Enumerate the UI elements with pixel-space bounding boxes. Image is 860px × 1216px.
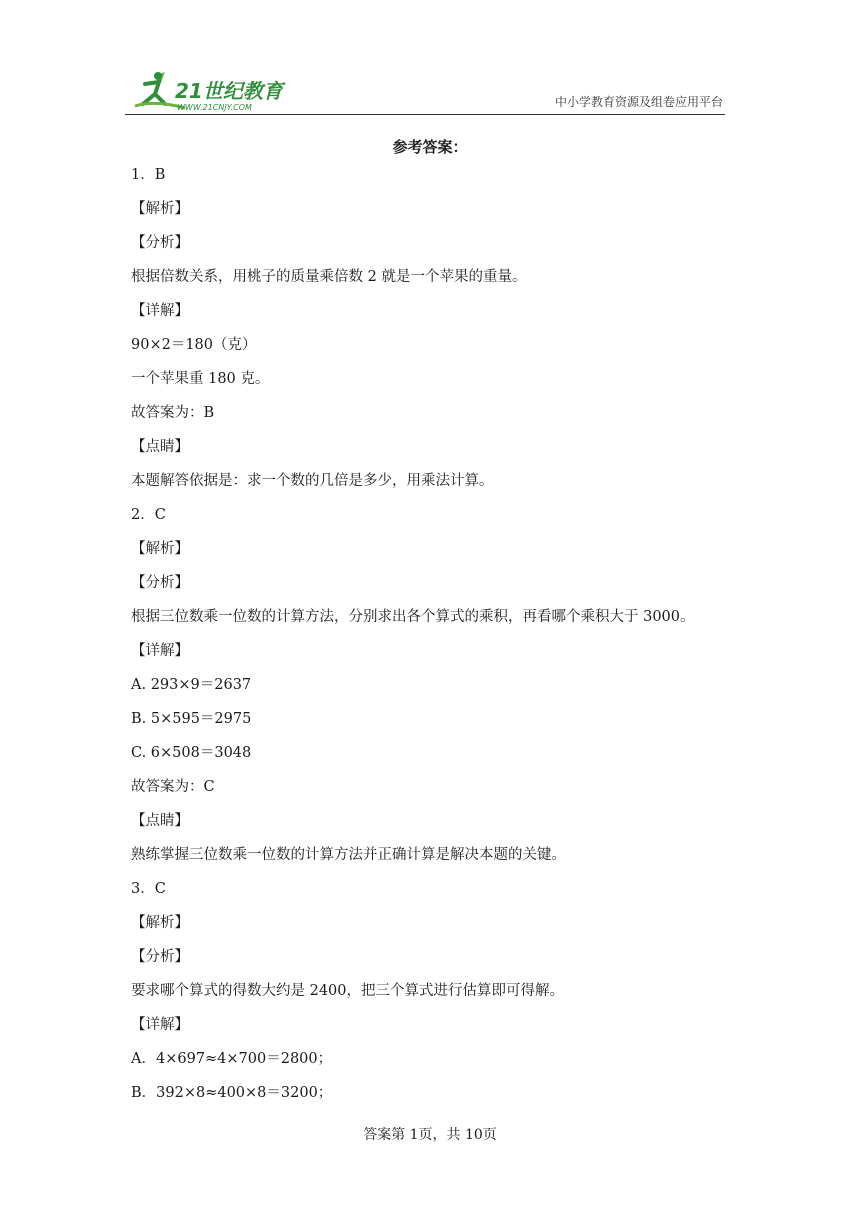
calculation-line: 90×2＝180（克） xyxy=(131,337,257,353)
section-label: 【详解】 xyxy=(131,643,189,659)
logo-text: 21世纪教育 xyxy=(175,79,283,103)
analysis-text: 根据三位数乘一位数的计算方法，分别求出各个算式的乘积，再看哪个乘积大于 3000。 xyxy=(131,609,695,625)
platform-name: 中小学教育资源及组卷应用平台 xyxy=(554,95,723,109)
section-label: 【详解】 xyxy=(131,1017,189,1033)
comment-text: 本题解答依据是：求一个数的几倍是多少，用乘法计算。 xyxy=(131,473,494,489)
section-label: 【解析】 xyxy=(131,915,189,931)
calculation-line: B. 5×595＝2975 xyxy=(131,711,252,727)
calculation-line: A．4×697≈4×700＝2800； xyxy=(131,1051,333,1067)
answer-statement: 故答案为：B xyxy=(131,405,215,421)
answer-number: 2．C xyxy=(131,507,166,523)
logo-url: WWW.21CNJY.COM xyxy=(177,103,252,112)
section-label: 【分析】 xyxy=(131,575,189,591)
calculation-line: C. 6×508＝3048 xyxy=(131,745,252,761)
section-label: 【详解】 xyxy=(131,303,189,319)
comment-text: 熟练掌握三位数乘一位数的计算方法并正确计算是解决本题的关键。 xyxy=(131,847,566,863)
analysis-text: 根据倍数关系，用桃子的质量乘倍数 2 就是一个苹果的重量。 xyxy=(131,269,527,285)
page-title: 参考答案： xyxy=(392,138,468,156)
analysis-text: 要求哪个算式的得数大约是 2400，把三个算式进行估算即可得解。 xyxy=(131,983,565,999)
section-label: 【点睛】 xyxy=(131,813,189,829)
answer-statement: 故答案为：C xyxy=(131,779,215,795)
section-label: 【点睛】 xyxy=(131,439,189,455)
calculation-line: B．392×8≈400×8＝3200； xyxy=(131,1085,333,1101)
logo-21cnjy xyxy=(125,68,305,114)
answer-number: 3．C xyxy=(131,881,166,897)
page-header xyxy=(125,68,725,115)
calculation-line: A. 293×9＝2637 xyxy=(131,677,252,693)
section-label: 【解析】 xyxy=(131,541,189,557)
answer-number: 1．B xyxy=(131,167,166,183)
section-label: 【分析】 xyxy=(131,235,189,251)
section-label: 【分析】 xyxy=(131,949,189,965)
section-label: 【解析】 xyxy=(131,201,189,217)
page-footer: 答案第 1页，共 10页 xyxy=(363,1127,497,1143)
result-text: 一个苹果重 180 克。 xyxy=(131,371,270,387)
